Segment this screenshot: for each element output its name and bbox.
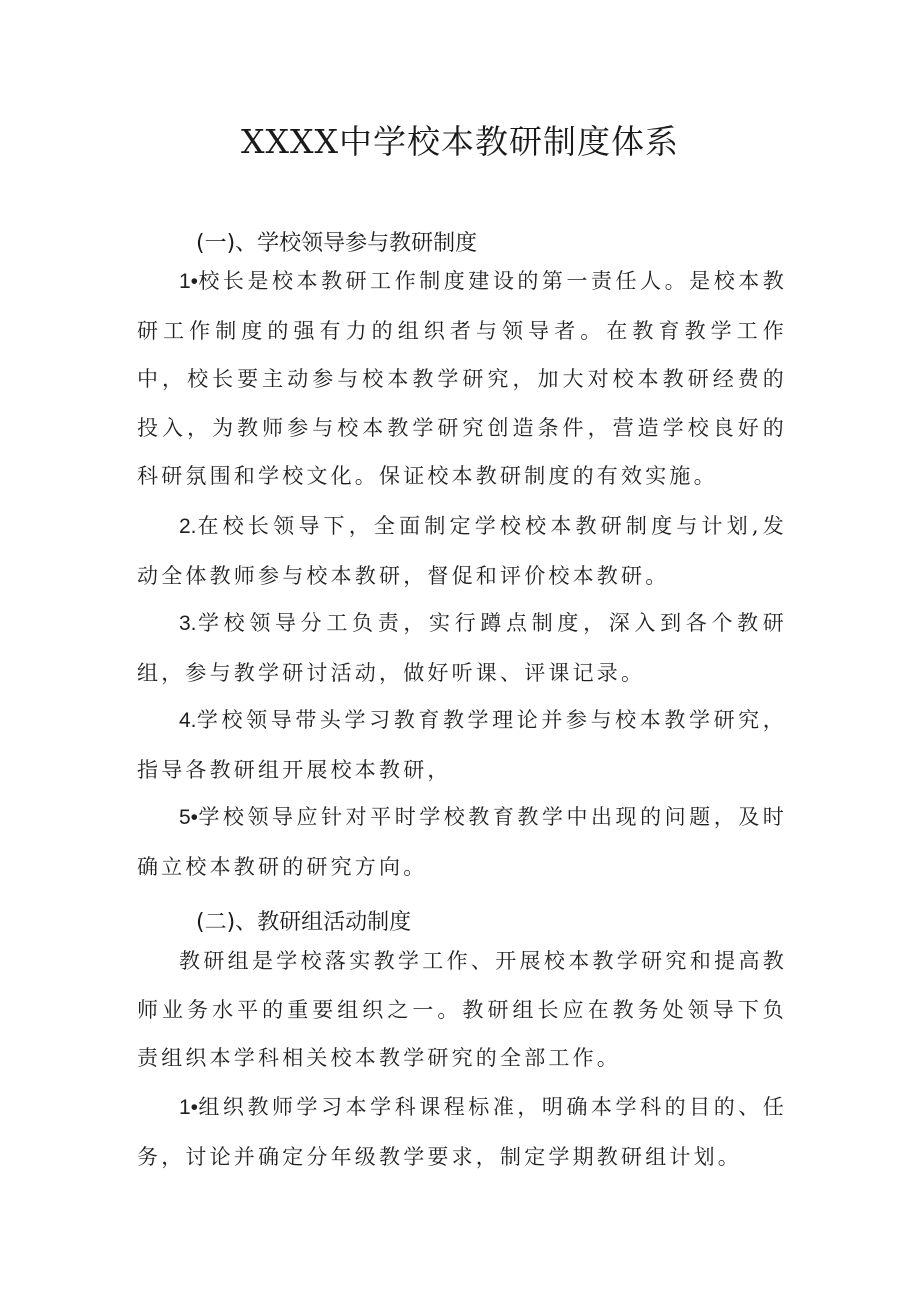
section1-item-3 [137,599,787,697]
section1-item-5 [137,793,787,891]
item-text: 组织教师学习本学科课程标准，明确本学科的目的、任务，讨论并确定分年级教学要求，制定学期教研组计划。 [137,1095,787,1169]
item-text: 学校领导分工负责，实行蹲点制度，深入到各个教研组，参与教学研讨活动，做好听课、评课记录。 [137,611,787,685]
item-number: 2. [179,515,197,538]
item-number: 5• [179,806,199,829]
item-text: 校长是校本教研工作制度建设的第一责任人。是校本教研工作制度的强有力的组织者与领导者。在教育教学工作中，校长要主动参与校本教学研究，加大对校本教研经费的投入，为教师参与校本教学研究创造条件，营造学校良好的科研氛围和学校文化。保证校本教研制度的有效实施。 [137,269,787,488]
document-title: XXXX中学校本教研制度体系 [241,122,679,161]
item-text: 在校长领导下，全面制定学校校本教研制度与计划,发动全体教师参与校本教研，督促和评价校本教研。 [137,514,787,588]
item-text: 学校领导应针对平时学校教育教学中出现的问题，及时确立校本教研的研究方向。 [137,805,787,879]
section-heading-1: (一)、学校领导参与教研制度 [196,231,478,256]
section-heading-2: (二)、教研组活动制度 [196,910,412,935]
item-number: 1• [179,1096,199,1119]
item-number: 1• [179,270,199,293]
item-number: 3. [179,612,197,635]
section2-item-1 [137,1083,787,1181]
item-text: 学校领导带头学习教育教学理论并参与校本教学研究，指导各教研组开展校本教研， [137,708,787,782]
section1-item-2 [137,502,787,600]
section2-intro: 教研组是学校落实教学工作、开展校本教学研究和提高教师业务水平的重要组织之一。教研组长应在教务处领导下负责组织本学科相关校本教学研究的全部工作。 [137,949,787,1070]
item-number: 4. [179,709,197,732]
section1-item-4 [137,696,787,794]
section1-item-1 [137,257,787,501]
